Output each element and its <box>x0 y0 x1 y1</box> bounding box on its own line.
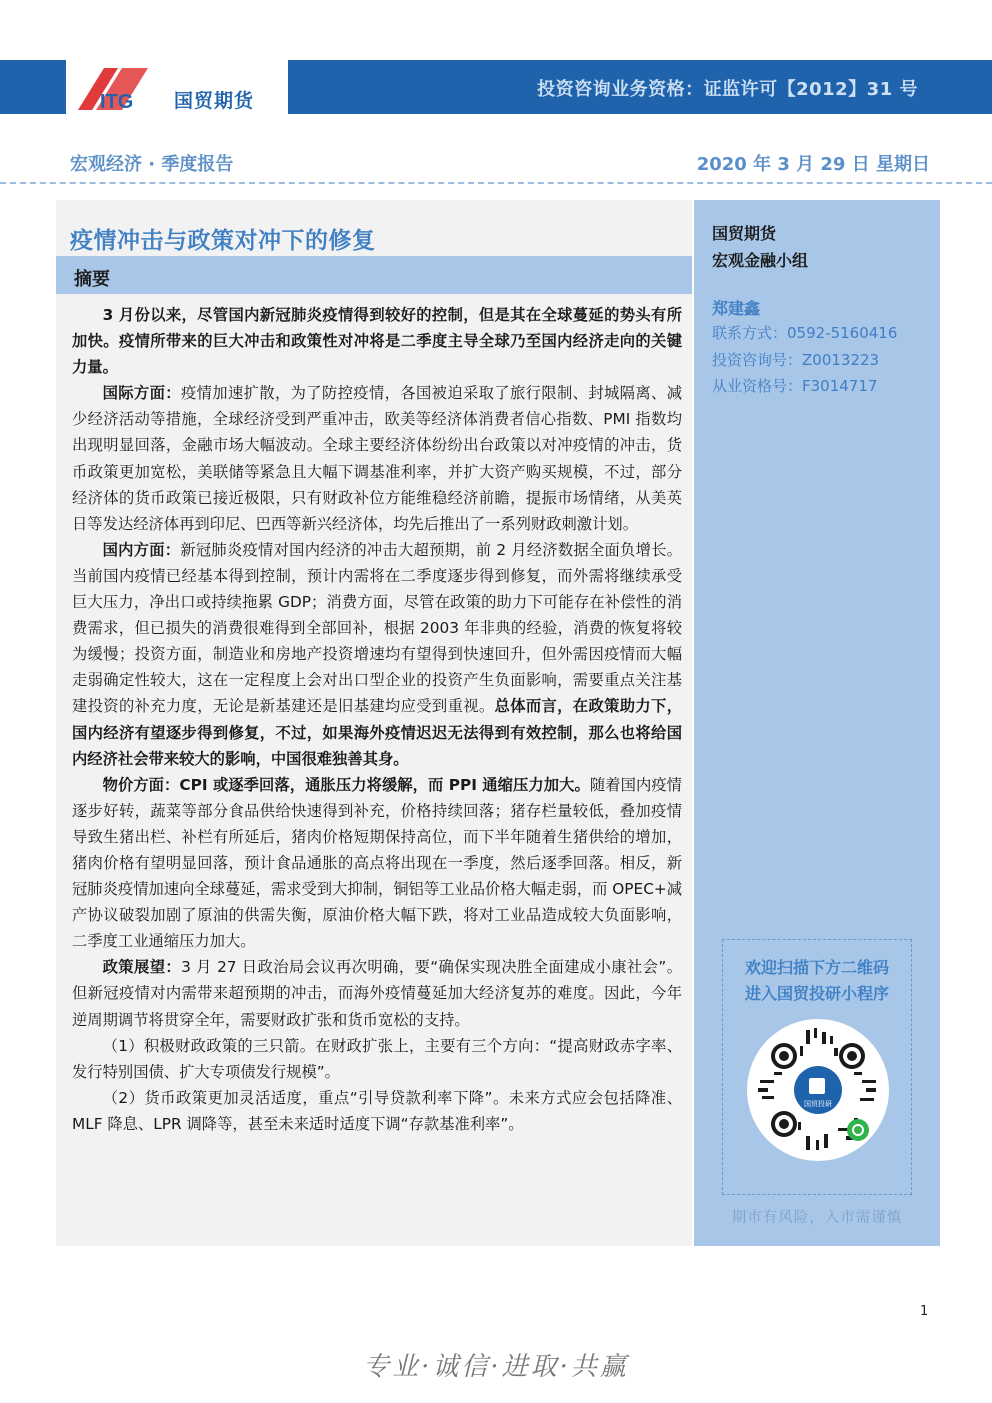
paragraph: 物价方面：CPI 或逐季回落，通胀压力将缓解，而 PPI 通缩压力加大。随着国内疫情逐步好转，蔬菜等部分食品供给快速得到补充，价格持续回落；猪存栏量较低，叠加疫情导致生猪出栏、补栏有所延后，猪肉价格短期保持高位，而下半年随着生猪供给的增加，猪肉价格有望明显回落，预计食品通胀的高点将出现在一季度，然后逐季回落。相反，新冠肺炎疫情加速向全球蔓延，需求受到大抑制，铜铝等工业品价格大幅走弱，而 OPEC+减产协议破裂加剧了原油的供需失衡，原油价格大幅下跌，将对工业品造成较大负面影响，二季度工业通缩压力加大。 <box>72 775 682 951</box>
divider <box>0 182 992 184</box>
paragraph: 国内方面：新冠肺炎疫情对国内经济的冲击大超预期，前 2 月经济数据全面负增长。当前国内疫情已经基本得到控制，预计内需将在二季度逐步得到修复，而外需将继续承受巨大压力，净出口或持续拖累 GDP；消费方面，尽管在政策的助力下可能存在补偿性的消费需求，但已损失的消费很难得到全部回补，根据 2003 年非典的经验，消费的恢复将较为缓慢；投资方面，制造业和房地产投资增速均有望得到快速回升，但外需因疫情而大幅走弱确定性较大，这在一定程度上会对出口型企业的投资产生负面影响，需要重点关注基建投资的补充力度，无论是新基建还是旧基建均应受到重视。总体而言，在政策助力下，国内经济有望逐步得到修复，不过，如果海外疫情迟迟无法得到有效控制，那么也将给国内经济社会带来较大的影响，中国很难独善其身。 <box>72 540 682 768</box>
svg-text:ITG: ITG <box>100 91 134 110</box>
qr-caption: 欢迎扫描下方二维码 进入国贸投研小程序 <box>744 958 889 1003</box>
report-type: 宏观经济 · 季度报告 <box>70 154 234 175</box>
logo <box>66 60 288 114</box>
abstract-label: 摘要 <box>74 269 110 290</box>
contact: 联系方式：0592-5160416 <box>712 324 898 342</box>
paragraph: （1）积极财政政策的三只箭。在财政扩张上，主要有三个方向：“提高财政赤字率、发行特别国债、扩大专项债发行规模”。 <box>72 1036 682 1081</box>
page-number: 1 <box>920 1304 929 1319</box>
paragraph: 3 月份以来，尽管国内新冠肺炎疫情得到较好的控制，但是其在全球蔓延的势头有所加快。疫情所带来的巨大冲击和政策性对冲将是二季度主导全球乃至国内经济走向的关键力量。 <box>72 306 682 377</box>
qr-code-icon[interactable] <box>746 1018 890 1162</box>
sidebar-org <box>712 220 808 274</box>
abstract-bar <box>56 256 692 294</box>
report-title: 疫情冲击与政策对冲下的修复 <box>70 228 376 254</box>
team-name: 宏观金融小组 <box>712 251 809 270</box>
analyst-name: 郑建鑫 <box>712 299 761 318</box>
paragraph: （2）货币政策更加灵活适度，重点“引导贷款利率下降”。未来方式应会包括降准、MLF 降息、LPR 调降等，甚至未来适时适度下调“存款基准利率”。 <box>72 1088 682 1133</box>
paragraph: 国际方面：疫情加速扩散，为了防控疫情，各国被迫采取了旅行限制、封城隔离、减少经济活动等措施，全球经济受到严重冲击，欧美等经济体消费者信心指数、PMI 指数均出现明显回落，金融市场大幅波动。全球主要经济体纷纷出台政策以对冲疫情的冲击，货币政策更加宽松，美联储等紧急且大幅下调基准利率，并扩大资产购买规模，不过，部分经济体的货币政策已接近极限，只有财政补位方能维稳经济前瞻，提振市场情绪，从美英日等发达经济体再到印尼、巴西等新兴经济体，均先后推出了一系列财政刺激计划。 <box>72 384 682 533</box>
analyst-info <box>712 320 897 400</box>
abstract-body <box>72 302 682 1137</box>
license-text: 投资咨询业务资格：证监许可【2012】31 号 <box>537 79 918 100</box>
org-name: 国贸期货 <box>712 224 777 243</box>
slogan: 专业·诚信·进取·共赢 <box>363 1352 629 1382</box>
itg-logo-icon <box>78 68 148 110</box>
qr-center-label: 国贸投研 <box>804 1100 832 1108</box>
advisory-no: 投资咨询号：Z0013223 <box>712 350 880 369</box>
qualification-no: 从业资格号：F3014717 <box>712 377 878 395</box>
risk-note: 期市有风险，入市需谨慎 <box>731 1210 903 1226</box>
report-date: 2020 年 3 月 29 日 星期日 <box>696 154 930 175</box>
logo-text: 国贸期货 <box>174 90 255 112</box>
paragraph: 政策展望：3 月 27 日政治局会议再次明确，要“确保实现决胜全面建成小康社会”。但新冠疫情对内需带来超预期的冲击，而海外疫情蔓延加大经济复苏的难度。因此，今年逆周期调节将贯穿全年，需要财政扩张和货币宽松的支持。 <box>72 958 682 1029</box>
